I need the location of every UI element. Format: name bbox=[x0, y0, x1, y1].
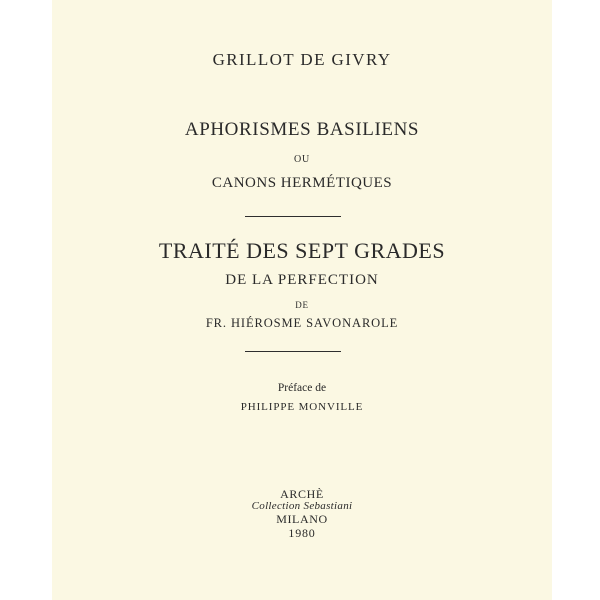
collection-name: Collection Sebastiani bbox=[251, 500, 353, 512]
author-name: GRILLOT DE GIVRY bbox=[212, 50, 392, 69]
publisher-name: ARCHÈ bbox=[280, 487, 324, 501]
divider-rule bbox=[245, 351, 341, 352]
first-work-subtitle: CANONS HERMÉTIQUES bbox=[211, 175, 393, 191]
publication-city: MILANO bbox=[276, 512, 328, 526]
preface-label: Préface de bbox=[277, 382, 327, 394]
second-work-title: TRAITÉ DES SEPT GRADES bbox=[158, 238, 446, 263]
first-work-title: APHORISMES BASILIENS bbox=[184, 119, 420, 140]
first-work-conjunction: OU bbox=[293, 154, 311, 165]
publication-year: 1980 bbox=[288, 526, 316, 540]
second-work-author: FR. HIÉROSME SAVONAROLE bbox=[205, 316, 399, 330]
second-work-preposition: DE bbox=[295, 300, 309, 310]
title-page bbox=[52, 0, 552, 600]
divider-rule bbox=[245, 216, 341, 217]
preface-author: PHILIPPE MONVILLE bbox=[240, 401, 364, 413]
second-work-subtitle: DE LA PERFECTION bbox=[225, 272, 379, 288]
